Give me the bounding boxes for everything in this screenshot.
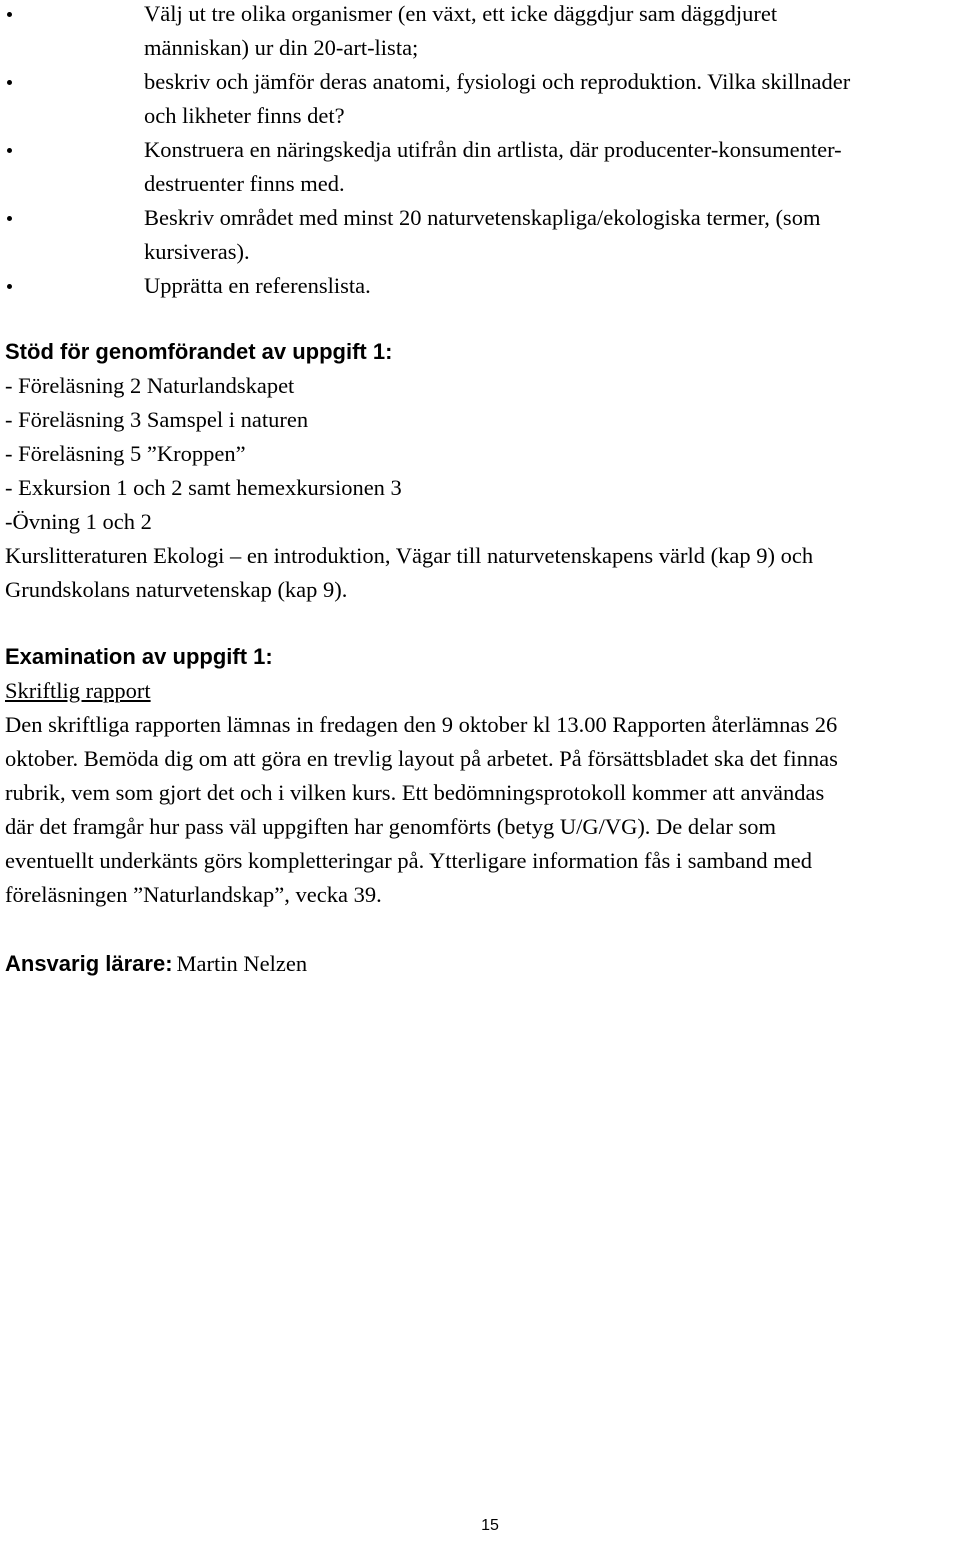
bullet-dot-icon: [7, 216, 12, 221]
paragraph-line: eventuellt underkänts görs kompletteringar på. Ytterligare information fås i samband med: [5, 848, 813, 873]
support-item: - Föreläsning 5 ”Kroppen”: [5, 441, 246, 466]
bullet-item: [0, 133, 960, 201]
bullet-text-line: kursiveras).: [144, 239, 250, 264]
bullet-dot-icon: [7, 80, 12, 85]
bullet-item: [0, 201, 960, 269]
bullet-text-line: och likheter finns det?: [144, 103, 345, 128]
paragraph-line: rubrik, vem som gjort det och i vilken kurs. Ett bedömningsprotokoll kommer att användas: [5, 780, 825, 805]
bullet-dot-icon: [7, 284, 12, 289]
support-section: [5, 335, 955, 607]
examination-section: [5, 640, 955, 708]
paragraph-line: Den skriftliga rapporten lämnas in fredagen den 9 oktober kl 13.00 Rapporten återlämnas 26: [5, 712, 838, 737]
bullet-text-line: beskriv och jämför deras anatomi, fysiologi och reproduktion. Vilka skillnader: [144, 69, 851, 94]
bullet-text-line: Konstruera en näringskedja utifrån din artlista, där producenter-konsumenter-: [144, 137, 842, 162]
bullet-text-line: Upprätta en referenslista.: [144, 273, 371, 298]
teacher-name: Martin Nelzen: [176, 951, 308, 976]
support-item: - Exkursion 1 och 2 samt hemexkursionen 3: [5, 475, 402, 500]
paragraph-line: föreläsningen ”Naturlandskap”, vecka 39.: [5, 882, 382, 907]
support-item: -Övning 1 och 2: [5, 509, 152, 534]
paragraph-line: oktober. Bemöda dig om att göra en trevlig layout på arbetet. På försättsbladet ska det finnas: [5, 746, 838, 771]
bullet-item: [0, 269, 960, 303]
bullet-text-line: människan) ur din 20-art-lista;: [144, 35, 419, 60]
teacher-label: Ansvarig lärare:: [5, 951, 173, 976]
task-bullet-list: [0, 0, 960, 303]
bullet-dot-icon: [7, 148, 12, 153]
page-number: 15: [481, 1517, 499, 1534]
bullet-text-line: Beskriv området med minst 20 naturvetenskapliga/ekologiska termer, (som: [144, 205, 821, 230]
bullet-text-line: Välj ut tre olika organismer (en växt, ett icke däggdjur sam däggdjuret: [144, 1, 778, 26]
paragraph-line: där det framgår hur pass väl uppgiften har genomförts (betyg U/G/VG). De delar som: [5, 814, 777, 839]
support-heading: Stöd för genomförandet av uppgift 1:: [5, 339, 393, 364]
bullet-text-line: destruenter finns med.: [144, 171, 345, 196]
examination-heading: Examination av uppgift 1:: [5, 644, 273, 669]
examination-subheading: Skriftlig rapport: [5, 678, 151, 703]
bullet-dot-icon: [7, 12, 12, 17]
responsible-teacher: [5, 947, 955, 981]
examination-paragraph: [5, 708, 960, 912]
bullet-item: [0, 65, 960, 133]
support-item: - Föreläsning 3 Samspel i naturen: [5, 407, 309, 432]
support-item: - Föreläsning 2 Naturlandskapet: [5, 373, 295, 398]
course-literature-line: Kurslitteraturen Ekologi – en introduktion, Vägar till naturvetenskapens värld (kap 9) och: [5, 543, 814, 568]
bullet-item: [0, 0, 960, 65]
course-literature-line: Grundskolans naturvetenskap (kap 9).: [5, 577, 348, 602]
